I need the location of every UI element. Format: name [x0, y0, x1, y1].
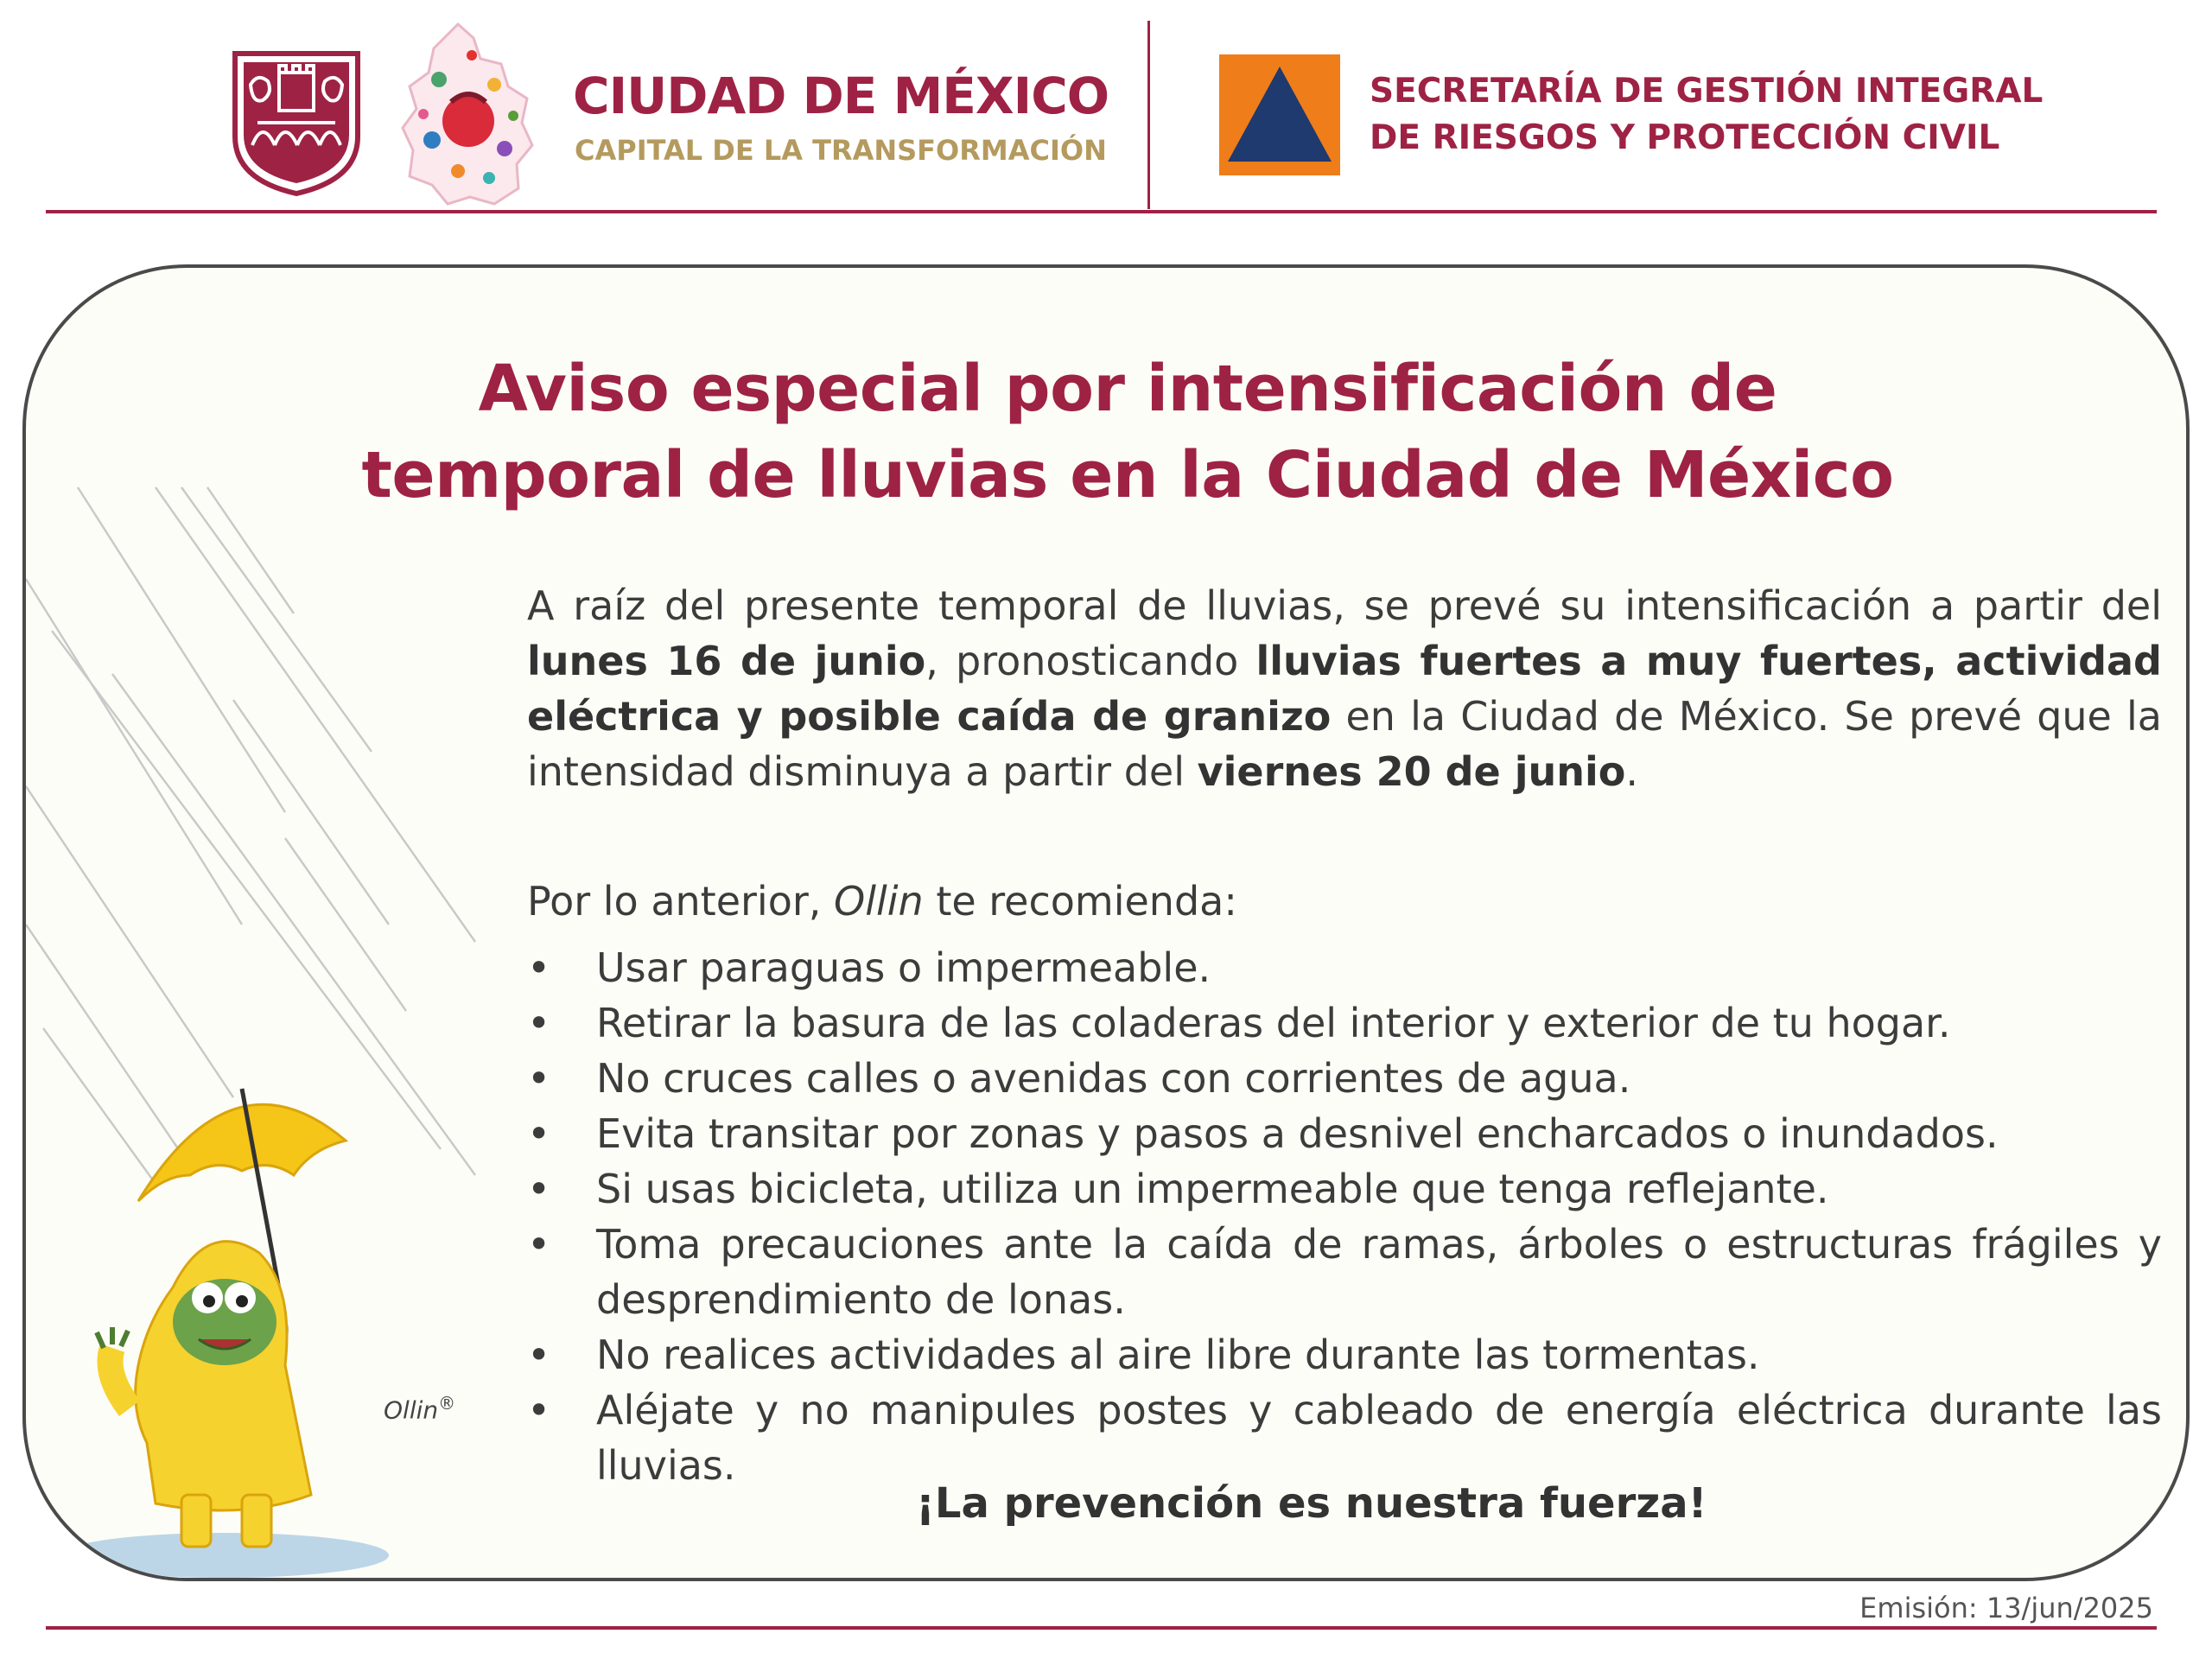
- list-item: [527, 1382, 2162, 1493]
- bullet-icon: •: [527, 1055, 551, 1102]
- city-subtitle: CAPITAL DE LA TRANSFORMACIÓN: [575, 134, 1107, 167]
- header: [0, 0, 2212, 216]
- intro-text-2: , pronosticando: [925, 638, 1256, 684]
- tip-text: No cruces calles o avenidas con corrientes de agua.: [596, 1055, 1631, 1102]
- tip-text: Toma precauciones ante la caída de ramas, árboles o estructuras frágiles y desprendimiento de lonas.: [596, 1221, 2162, 1323]
- cdmx-coat-of-arms-icon: [232, 50, 361, 197]
- recommend-mascot-name: Ollin: [834, 878, 924, 925]
- registered-mark: ®: [438, 1393, 456, 1414]
- intro-paragraph: [527, 578, 2162, 799]
- recommendation-intro: [527, 874, 2162, 929]
- list-item: [527, 1217, 2162, 1327]
- intro-forecast: lluvias fuertes a muy fuertes, actividad eléctrica y posible caída de granizo: [527, 638, 2162, 740]
- notice-title: [199, 346, 2056, 518]
- ollin-frog-mascot-icon: [52, 959, 449, 1581]
- list-item: [527, 940, 2162, 995]
- intro-text-4: .: [1625, 748, 1639, 795]
- header-rule: [46, 210, 2157, 213]
- tip-text: Si usas bicicleta, utiliza un impermeable que tenga reflejante.: [596, 1166, 1829, 1212]
- cdmx-map-logo-icon: [397, 19, 540, 209]
- mascot-name: [384, 1393, 455, 1424]
- tip-text: Retirar la basura de las coladeras del interior y exterior de tu hogar.: [596, 1000, 1951, 1046]
- secretariat-name-line2: DE RIESGOS Y PROTECCIÓN CIVIL: [1370, 118, 2000, 157]
- recommend-suffix: te recomienda:: [923, 878, 1237, 925]
- bullet-icon: •: [527, 1000, 551, 1046]
- notice-card: [22, 264, 2190, 1581]
- header-divider: [1147, 21, 1150, 209]
- secretariat-name-line1: SECRETARÍA DE GESTIÓN INTEGRAL: [1370, 72, 2044, 111]
- footer-rule: [46, 1626, 2157, 1630]
- intro-end-date: viernes 20 de junio: [1197, 748, 1626, 795]
- bullet-icon: •: [527, 1332, 551, 1378]
- intro-start-date: lunes 16 de junio: [527, 638, 926, 684]
- intro-text-1: A raíz del presente temporal de lluvias, se prevé su intensificación a partir del: [527, 582, 2162, 629]
- tip-text: No realices actividades al aire libre durante las tormentas.: [596, 1332, 1760, 1378]
- civil-protection-triangle-icon: [1219, 54, 1340, 175]
- list-item: [527, 1161, 2162, 1217]
- list-item: [527, 1327, 2162, 1382]
- emission-date: Emisión: 13/jun/2025: [1859, 1592, 2153, 1624]
- list-item: [527, 1106, 2162, 1161]
- slogan: ¡La prevención es nuestra fuerza!: [916, 1479, 1707, 1528]
- title-line-2: temporal de lluvias en la Ciudad de México: [361, 438, 1894, 512]
- tip-text: Usar paraguas o impermeable.: [596, 944, 1211, 991]
- tip-text: Aléjate y no manipules postes y cableado de energía eléctrica durante las lluvias.: [596, 1387, 2162, 1489]
- mascot-name-text: Ollin: [384, 1395, 439, 1425]
- tip-text: Evita transitar por zonas y pasos a desnivel encharcados o inundados.: [596, 1110, 1999, 1157]
- bullet-icon: •: [527, 1221, 551, 1268]
- bullet-icon: •: [527, 1110, 551, 1157]
- city-title: CIUDAD DE MÉXICO: [573, 67, 1109, 125]
- title-line-1: Aviso especial por intensificación de: [478, 352, 1777, 426]
- bullet-icon: •: [527, 1166, 551, 1212]
- list-item: [527, 1051, 2162, 1106]
- recommendations-list: [527, 940, 2162, 1493]
- intro-text-3: en la Ciudad de México. Se prevé que la intensidad disminuya a partir del: [527, 693, 2162, 795]
- bullet-icon: •: [527, 944, 551, 991]
- recommend-prefix: Por lo anterior,: [527, 878, 834, 925]
- bullet-icon: •: [527, 1387, 551, 1433]
- list-item: [527, 995, 2162, 1051]
